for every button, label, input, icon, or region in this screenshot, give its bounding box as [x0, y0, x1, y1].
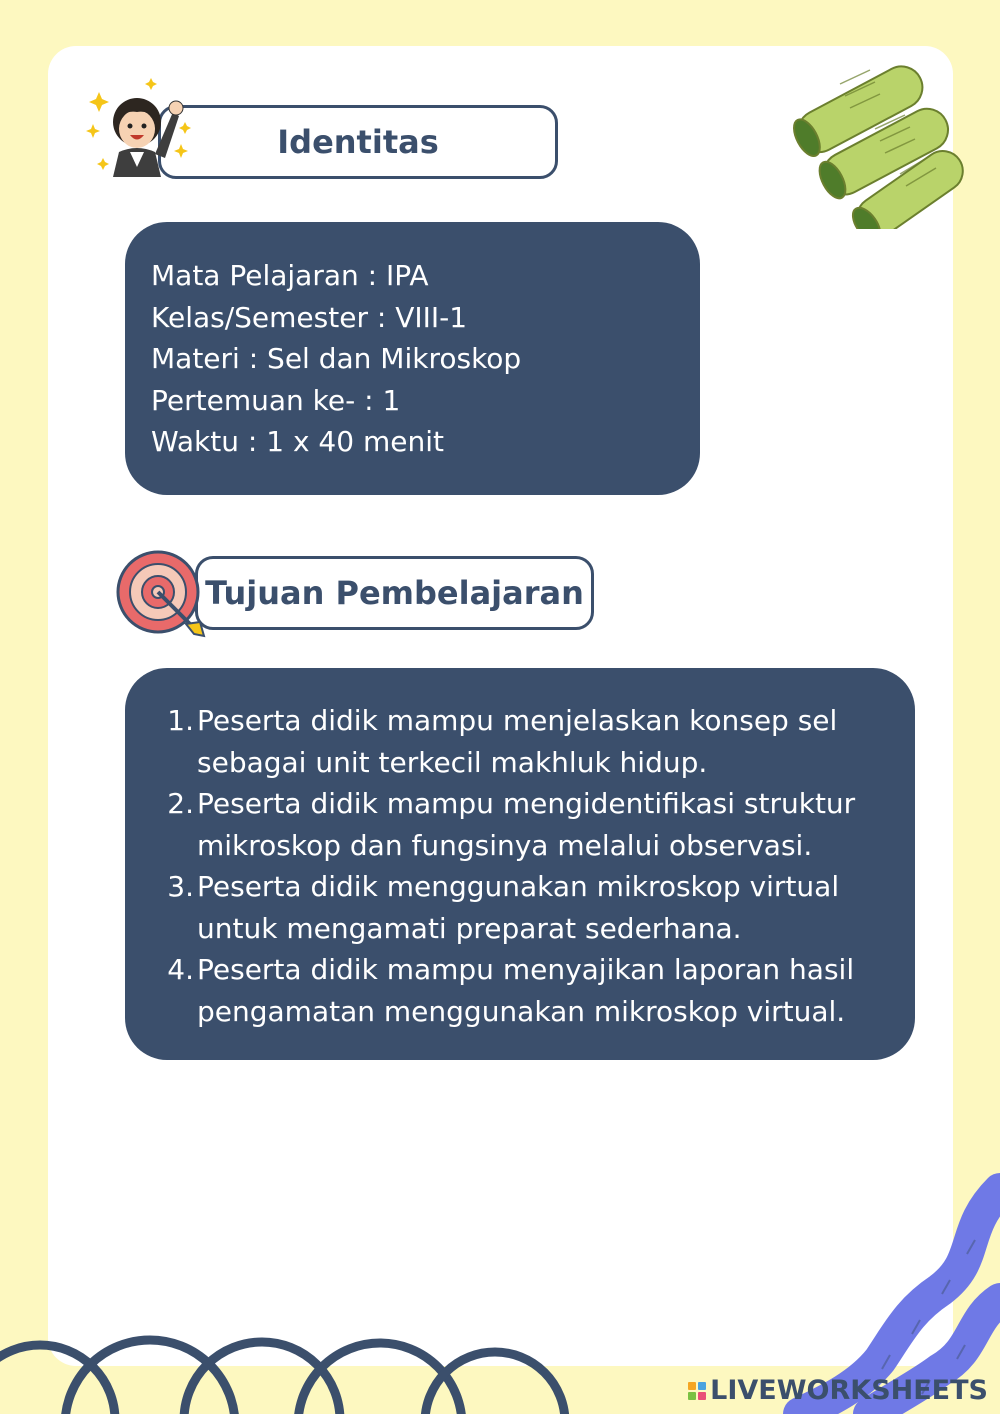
tujuan-title: Tujuan Pembelajaran [205, 574, 584, 612]
objective-item [147, 866, 875, 949]
target-icon [114, 548, 214, 640]
watermark-text: LIVEWORKSHEETS [710, 1375, 988, 1406]
objectives-list [147, 700, 875, 1032]
celebrating-woman-icon [85, 72, 195, 184]
identity-line-time: Waktu : 1 x 40 menit [151, 425, 444, 458]
objective-number: 2. [167, 787, 194, 820]
pasta-decoration [780, 34, 980, 229]
objective-item [147, 949, 875, 1032]
identity-line-class: Kelas/Semester : VIII-1 [151, 300, 468, 334]
objective-text: Peserta didik mampu menyajikan laporan hasil pengamatan menggunakan mikroskop virtual. [197, 953, 855, 1028]
identity-line-meeting: Pertemuan ke- : 1 [151, 383, 401, 417]
objective-item [147, 700, 875, 783]
identity-panel [125, 222, 700, 495]
arc-decoration [0, 1300, 620, 1414]
identitas-header [158, 105, 558, 179]
objective-text: Peserta didik menggunakan mikroskop virtual untuk mengamati preparat sederhana. [197, 870, 840, 945]
objective-number: 3. [167, 870, 194, 903]
identity-line-subject: Mata Pelajaran : IPA [151, 259, 429, 292]
objective-text: Peserta didik mampu mengidentifikasi struktur mikroskop dan fungsinya melalui observasi. [197, 787, 856, 862]
identitas-title: Identitas [277, 123, 439, 161]
tujuan-header [195, 556, 594, 630]
liveworksheets-watermark [688, 1375, 988, 1406]
objective-item [147, 783, 875, 866]
objective-text: Peserta didik mampu menjelaskan konsep sel sebagai unit terkecil makhluk hidup. [197, 704, 838, 779]
objectives-panel [125, 668, 915, 1060]
objective-number: 1. [167, 704, 194, 737]
liveworksheets-logo-icon [688, 1382, 706, 1400]
objective-number: 4. [167, 953, 194, 986]
identity-line-material: Materi : Sel dan Mikroskop [151, 342, 522, 375]
